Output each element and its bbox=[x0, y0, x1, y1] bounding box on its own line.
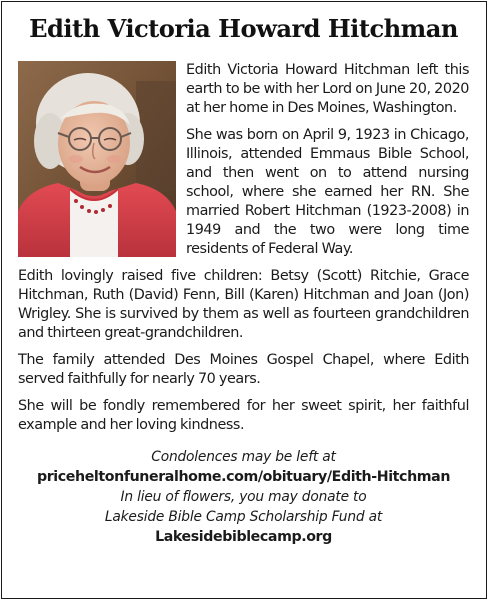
obituary-paragraph-3: Edith lovingly raised five children: Betsy (Scott) Ritchie, Grace Hitchman, Ruth (David) Fenn, Bill (Karen) Hitchman and Joan (Jon) Wrigley. She is survived by them as well as fourteen grandchildren and thirteen great-grandchildren. bbox=[18, 268, 469, 341]
donation-note-1: In lieu of flowers, you may donate to bbox=[120, 489, 367, 505]
obituary-title: Edith Victoria Howard Hitchman bbox=[29, 14, 458, 43]
condolences-note: Condolences may be left at bbox=[151, 449, 336, 465]
condolences-url[interactable]: priceheltonfuneralhome.com/obituary/Edith-Hitchman bbox=[36, 469, 451, 485]
portrait-photo bbox=[18, 61, 176, 257]
donation-note-2: Lakeside Bible Camp Scholarship Fund at bbox=[104, 509, 383, 525]
obituary-paragraph-2: She was born on April 9, 1923 in Chicago, Illinois, attended Emmaus Bible School, and then went on to attend nursing school, where she earned her RN. She married Robert Hitchman (1923-2008) in 1949 and the two were long time residents of Federal Way. bbox=[186, 127, 469, 257]
obituary-paragraph-1: Edith Victoria Howard Hitchman left this earth to be with her Lord on June 20, 2020 at her home in Des Moines, Washington. bbox=[186, 62, 469, 116]
obituary-card bbox=[1, 1, 487, 599]
obituary-closing bbox=[18, 447, 469, 547]
obituary-paragraph-4: The family attended Des Moines Gospel Chapel, where Edith served faithfully for nearly 70 years. bbox=[18, 352, 469, 387]
obituary-paragraph-5: She will be fondly remembered for her sweet spirit, her faithful example and her loving kindness. bbox=[18, 398, 469, 433]
donation-url[interactable]: Lakesidebiblecamp.org bbox=[155, 529, 332, 545]
obituary-body bbox=[18, 61, 469, 435]
